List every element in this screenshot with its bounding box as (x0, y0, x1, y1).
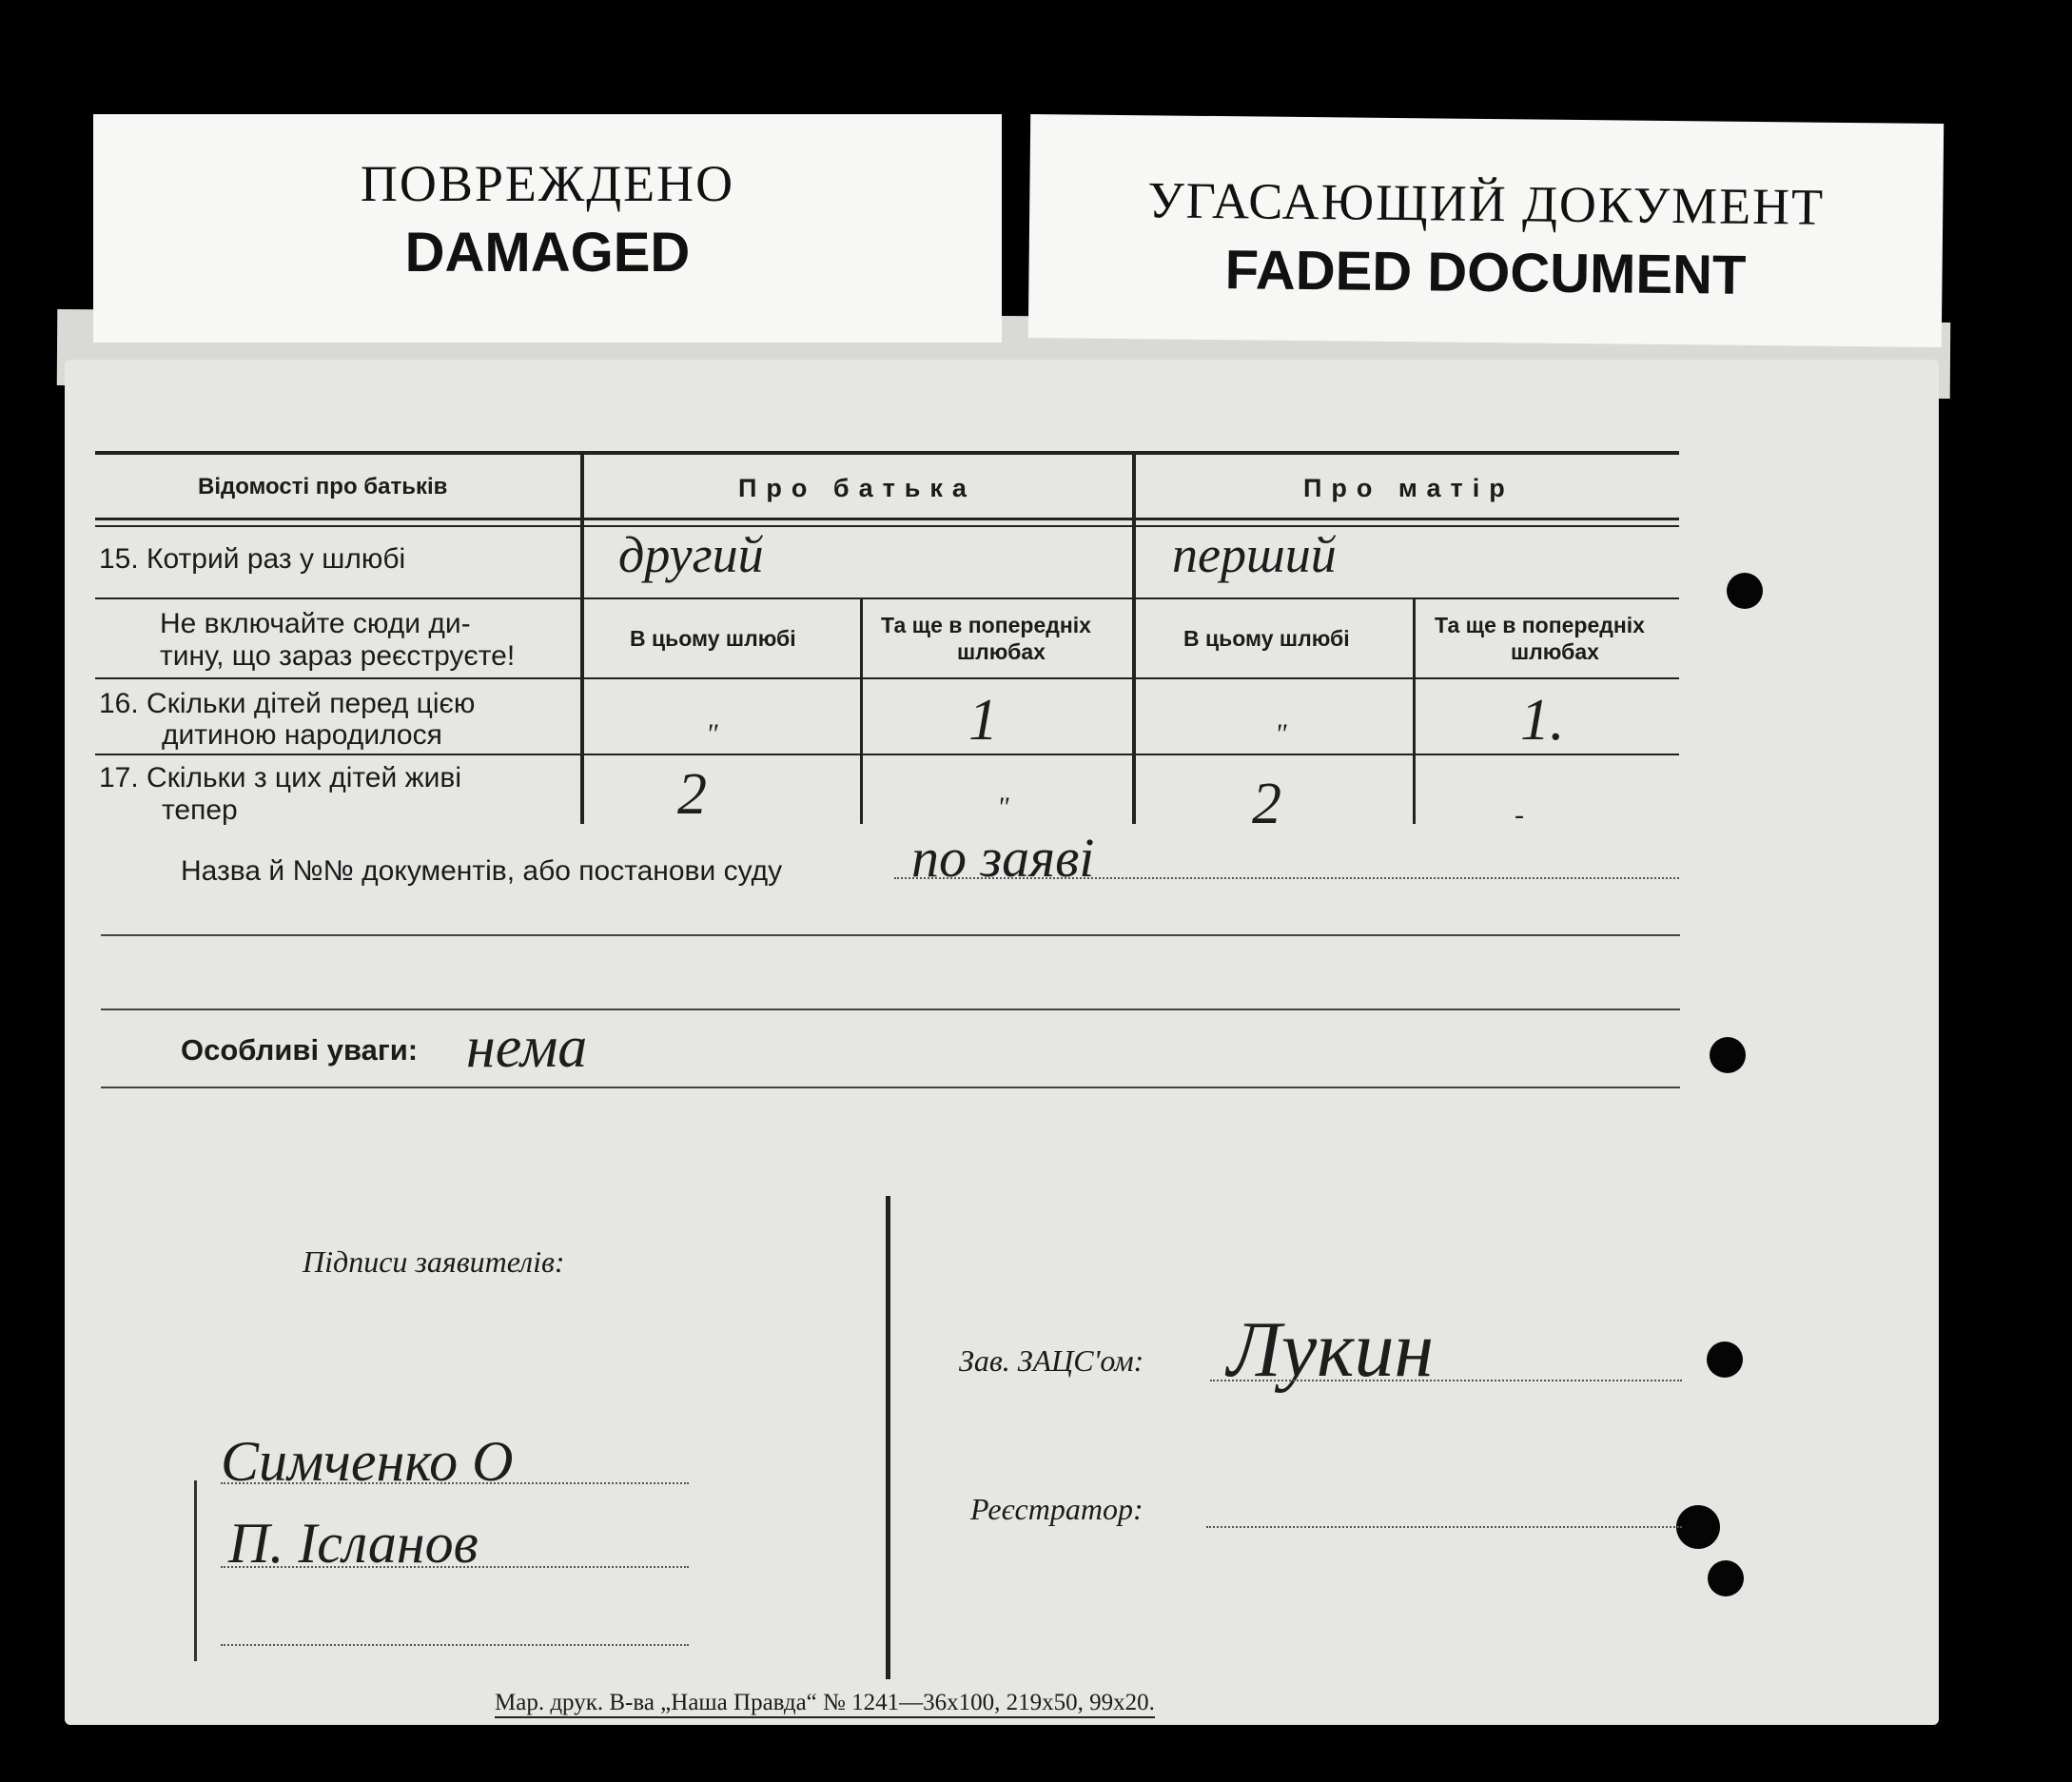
note-line1: Не включайте сюди ди- (160, 608, 471, 639)
row16-label-1: 16. Скільки дітей перед цією (99, 688, 476, 719)
punch-hole (1707, 1341, 1743, 1378)
documents-value: по заяві (911, 827, 1095, 889)
head-registry-label: Зав. ЗАЦС'ом: (959, 1343, 1144, 1378)
faded-label-ru: УГАСАЮЩИЙ ДОКУМЕНТ (1147, 171, 1826, 236)
subheader-father-this: В цьому шлюбі (630, 626, 796, 651)
head-signature-line (1210, 1380, 1682, 1381)
row17-label-2: тепер (162, 794, 238, 826)
applicant-2-signature: П. Ісланов (228, 1512, 479, 1575)
applicant-2-line (221, 1566, 689, 1568)
subheader-bottom-rule (95, 677, 1679, 679)
remarks-line (101, 1087, 1680, 1088)
signature-divider (886, 1196, 890, 1679)
header-bottom-rule-2 (95, 525, 1679, 527)
row17-mother-previous: - (1515, 799, 1524, 831)
applicant-1-signature: Симченко О (221, 1430, 514, 1493)
col-divider (860, 599, 863, 824)
row15-mother-value: перший (1172, 526, 1337, 583)
subheader-father-previous-1: Та ще в попередніх (881, 613, 1091, 637)
applicants-bracket (194, 1480, 197, 1661)
punch-hole (1710, 1037, 1746, 1073)
row15-bottom-rule (95, 597, 1679, 599)
applicants-label: Підписи заявителів: (303, 1244, 565, 1279)
registrar-line (1206, 1526, 1682, 1528)
printer-imprint: Мар. друк. В-ва „Наша Правда“ № 1241—36x100, 219x50, 99x20. (495, 1690, 1155, 1718)
documents-line-2 (101, 934, 1680, 936)
documents-label: Назва й №№ документів, або постанови суду (181, 855, 783, 887)
punch-hole (1676, 1505, 1720, 1549)
damaged-label-ru: ПОВРЕЖДЕНО (360, 155, 735, 212)
damaged-label (93, 114, 1002, 343)
punch-hole (1708, 1560, 1744, 1596)
subheader-father-previous-2: шлюбах (957, 639, 1046, 664)
row17-father-this: 2 (677, 762, 707, 827)
table-top-rule (95, 451, 1679, 455)
damaged-label-en: DAMAGED (404, 222, 691, 284)
row17-mother-this: 2 (1252, 772, 1281, 836)
col-divider (1132, 455, 1136, 824)
applicant-3-line (221, 1644, 689, 1646)
documents-line-3 (101, 1008, 1680, 1010)
row17-label-1: 17. Скільки з цих дітей живі (99, 762, 461, 793)
col-divider (1413, 599, 1416, 824)
row15-label: 15. Котрий раз у шлюбі (99, 543, 406, 575)
applicant-1-line (221, 1482, 689, 1484)
remarks-value: нема (466, 1015, 588, 1080)
subheader-mother-previous-1: Та ще в попередніх (1435, 613, 1645, 637)
faded-label-en: FADED DOCUMENT (1224, 239, 1747, 306)
remarks-label: Особливі уваги: (181, 1033, 419, 1067)
row16-mother-previous: 1. (1520, 688, 1565, 753)
row17-father-previous: " (997, 792, 1009, 823)
header-father: Про батька (738, 474, 976, 502)
row16-bottom-rule (95, 754, 1679, 755)
row16-mother-this: " (1275, 718, 1287, 750)
row16-father-this: " (706, 718, 718, 750)
header-mother: Про матір (1303, 474, 1515, 502)
head-signature: Лукин (1227, 1305, 1435, 1394)
row16-label-2: дитиною народилося (162, 719, 442, 751)
header-parents-info: Відомості про батьків (198, 474, 448, 499)
col-divider (580, 455, 584, 824)
row15-father-value: другий (618, 526, 764, 583)
subheader-mother-this: В цьому шлюбі (1183, 626, 1350, 651)
faded-label (1028, 114, 1944, 347)
subheader-mother-previous-2: шлюбах (1511, 639, 1599, 664)
row16-father-previous: 1 (968, 688, 998, 753)
punch-hole (1727, 573, 1763, 609)
registrar-label: Реєстратор: (970, 1492, 1144, 1526)
header-bottom-rule (95, 518, 1679, 520)
note-line2: тину, що зараз реєструєте! (160, 640, 516, 672)
